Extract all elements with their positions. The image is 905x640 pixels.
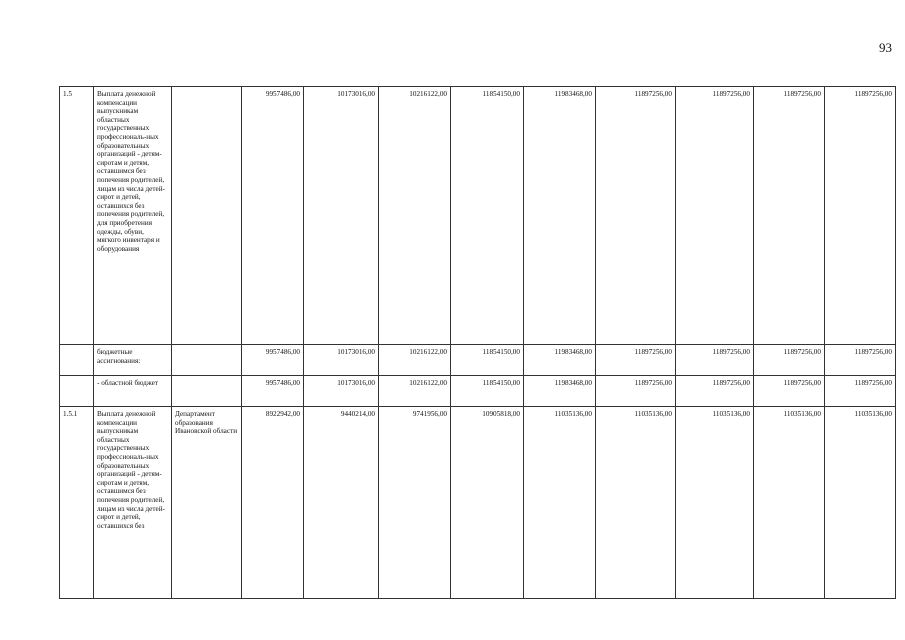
budget-table: [59, 86, 896, 599]
value-cell: 10173016,00: [304, 87, 379, 345]
table-row: [60, 407, 896, 599]
value-cell: 11897256,00: [825, 87, 896, 345]
value-cell: 11983468,00: [524, 345, 596, 376]
value-cell: 11854150,00: [451, 376, 524, 407]
value-cell: 11854150,00: [451, 87, 524, 345]
value-cell: 10173016,00: [304, 376, 379, 407]
row-code: [60, 376, 94, 407]
value-cell: 9957486,00: [242, 376, 304, 407]
value-cell: 9440214,00: [304, 407, 379, 599]
value-cell: 11897256,00: [596, 376, 676, 407]
value-cell: 11897256,00: [754, 87, 825, 345]
value-cell: 10216122,00: [379, 376, 451, 407]
value-cell: 11035136,00: [676, 407, 754, 599]
value-cell: 11897256,00: [596, 345, 676, 376]
value-cell: 11035136,00: [524, 407, 596, 599]
page-number: 93: [879, 40, 892, 55]
value-cell: 10216122,00: [379, 345, 451, 376]
table-row: [60, 345, 896, 376]
value-cell: 11854150,00: [451, 345, 524, 376]
value-cell: 11897256,00: [596, 87, 676, 345]
value-cell: 11897256,00: [676, 87, 754, 345]
value-cell: 11897256,00: [754, 376, 825, 407]
value-cell: 11897256,00: [825, 345, 896, 376]
value-cell: 11035136,00: [825, 407, 896, 599]
value-cell: 10905818,00: [451, 407, 524, 599]
value-cell: 11983468,00: [524, 376, 596, 407]
row-name: Выплата денежной компенсации выпускникам областных государственных профессиональ-ных образовательных организаций - детям-сиротам и детям, оставшимся без попечения родителей, лицам из числа детей-сирот и детей, оставшихся без попечения родителей, для приобретения одежды, обуви, мягкого инвентаря и оборудования: [94, 87, 172, 345]
value-cell: 10216122,00: [379, 87, 451, 345]
value-cell: 8922942,00: [242, 407, 304, 599]
row-executor: Департамент образования Ивановской области: [172, 407, 242, 599]
row-name: - областной бюджет: [94, 376, 172, 407]
value-cell: 9957486,00: [242, 87, 304, 345]
row-code: 1.5.1: [60, 407, 94, 599]
value-cell: 11897256,00: [676, 345, 754, 376]
row-name: бюджетные ассигнования:: [94, 345, 172, 376]
table-row: [60, 87, 896, 345]
value-cell: 11897256,00: [825, 376, 896, 407]
row-executor: [172, 345, 242, 376]
value-cell: 10173016,00: [304, 345, 379, 376]
table-row: [60, 376, 896, 407]
value-cell: 9741956,00: [379, 407, 451, 599]
row-executor: [172, 87, 242, 345]
value-cell: 11897256,00: [676, 376, 754, 407]
row-name: Выплата денежной компенсации выпускникам областных государственных профессиональ-ных образовательных организаций - детям-сиротам и детям, оставшимся без попечения родителей, лицам из числа детей-сирот и детей, оставшихся без: [94, 407, 172, 599]
row-executor: [172, 376, 242, 407]
value-cell: 11035136,00: [754, 407, 825, 599]
value-cell: 11983468,00: [524, 87, 596, 345]
row-code: [60, 345, 94, 376]
value-cell: 11897256,00: [754, 345, 825, 376]
row-code: 1.5: [60, 87, 94, 345]
value-cell: 11035136,00: [596, 407, 676, 599]
value-cell: 9957486,00: [242, 345, 304, 376]
